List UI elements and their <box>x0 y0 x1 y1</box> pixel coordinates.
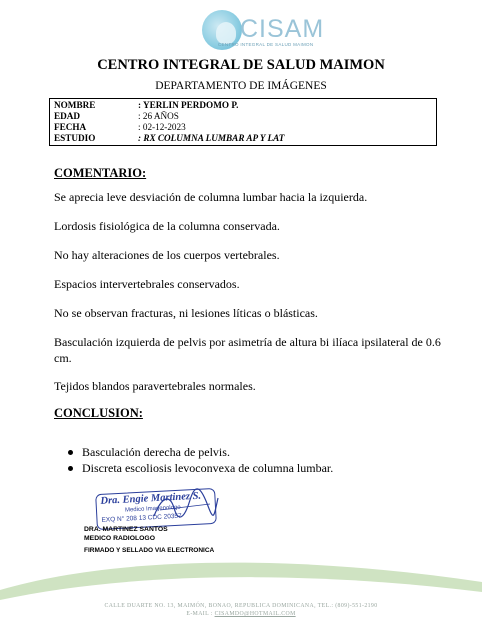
signature-name: DRA. MARTINEZ SANTOS <box>84 526 168 533</box>
logo-text: CISAM <box>240 15 325 43</box>
study-label: ESTUDIO <box>54 133 96 143</box>
patient-name-row <box>54 100 238 111</box>
stamp-name: Dra. Engie Martinez S. <box>100 490 202 507</box>
conclusion-item: Discreta escoliosis levoconvexa de columna lumbar. <box>82 461 334 475</box>
comment-paragraph: No hay alteraciones de los cuerpos vertebrales. <box>54 248 280 262</box>
date-value: : 02-12-2023 <box>138 122 186 132</box>
footer-email-line <box>0 611 482 617</box>
comment-heading: COMENTARIO: <box>54 166 147 180</box>
age-value: : 26 AÑOS <box>138 111 179 121</box>
stamp-exequatur: EXQ N° 208 13 CDC 20357 <box>101 512 182 524</box>
patient-study-row <box>54 133 284 144</box>
comment-paragraph: Tejidos blandos paravertebrales normales. <box>54 379 256 393</box>
conclusion-heading: CONCLUSION: <box>54 406 143 420</box>
patient-info-box <box>49 98 437 146</box>
cisam-logo <box>198 8 325 54</box>
handwritten-signature <box>150 486 220 526</box>
clinic-title: CENTRO INTEGRAL DE SALUD MAIMON <box>97 57 385 73</box>
age-label: EDAD <box>54 111 81 121</box>
footer-email[interactable]: CISAMDO@HOTMAIL.COM <box>214 611 296 617</box>
comment-paragraph: No se observan fracturas, ni lesiones líticas o blásticas. <box>54 306 318 320</box>
date-label: FECHA <box>54 122 87 132</box>
list-item <box>54 444 333 460</box>
patient-age-row <box>54 111 179 122</box>
comment-paragraph: Lordosis fisiológica de la columna conservada. <box>54 219 280 233</box>
comment-paragraph: Basculación izquierda de pelvis por asimetría de altura bi ilíaca ipsilateral de 0.6 cm. <box>54 335 441 365</box>
footer-wave <box>0 560 482 630</box>
signature-note: FIRMADO Y SELLADO VIA ELECTRONICA <box>84 547 215 554</box>
comment-paragraph: Se aprecia leve desviación de columna lumbar hacia la izquierda. <box>54 190 368 204</box>
conclusion-list <box>54 444 333 476</box>
footer-email-label: E-MAIL : <box>186 611 213 617</box>
comment-paragraph: Espacios intervertebrales conservados. <box>54 277 240 291</box>
department-title: DEPARTAMENTO DE IMÁGENES <box>155 80 327 92</box>
list-item <box>54 460 333 476</box>
patient-date-row <box>54 122 186 133</box>
stamp-role: Medico Imagenologo <box>124 504 181 514</box>
bullet-icon <box>68 450 73 455</box>
bullet-icon <box>68 466 73 471</box>
signature-role: MEDICO RADIOLOGO <box>84 535 155 542</box>
logo-subtitle: CENTRO INTEGRAL DE SALUD MAIMON <box>218 42 314 47</box>
name-value: : YERLIN PERDOMO P. <box>138 100 239 110</box>
name-label: NOMBRE <box>54 100 96 110</box>
footer-address: CALLE DUARTE NO. 13, MAIMÓN, BONAO, REPUBLICA DOMINICANA, TEL.: (809)-551-2190 <box>104 603 378 609</box>
study-value: : RX COLUMNA LUMBAR AP Y LAT <box>138 133 285 143</box>
conclusion-item: Basculación derecha de pelvis. <box>82 445 230 459</box>
